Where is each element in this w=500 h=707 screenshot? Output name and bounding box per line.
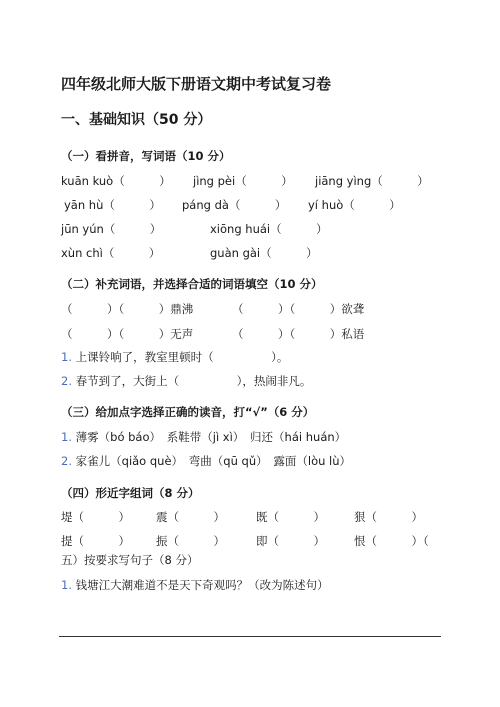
pinyin-item: kuān kuò（ ） xyxy=(61,174,171,188)
footer-divider xyxy=(59,636,441,637)
char-item: 恨（ ）（ xyxy=(354,534,429,548)
pinyin-item: jìng pèi（ ） xyxy=(193,174,293,188)
pinyin-item: páng dà（ ） xyxy=(182,198,287,212)
pinyin-item: guàn gài（ ） xyxy=(210,246,318,260)
question-text: 上课铃响了，教室里顿时（ ）。 xyxy=(75,350,289,364)
idiom-item: （ ）（ ）鼎沸 xyxy=(61,302,194,316)
pinyin-item: yān hù（ ） xyxy=(64,198,161,212)
question-item xyxy=(61,456,351,468)
idiom-item: （ ）（ ）欲聋 xyxy=(232,302,365,316)
char-item: 振（ ） xyxy=(156,534,225,548)
question-number: 2. xyxy=(61,454,72,468)
question-text: 家雀儿（qiǎo què） 弯曲（qū qǔ） 露面（lòu lù） xyxy=(75,454,352,468)
part3-heading: （三）给加点字选择正确的读音，打“√”（6 分） xyxy=(61,405,315,419)
part1-heading: （一）看拼音，写词语（10 分） xyxy=(61,149,231,163)
question-number: 1. xyxy=(61,578,72,592)
page-title: 四年级北师大版下册语文期中考试复习卷 xyxy=(61,75,332,93)
part4-heading: （四）形近字组词（8 分） xyxy=(61,486,200,500)
char-item: 既（ ） xyxy=(256,510,325,524)
char-item: 堤（ ） xyxy=(61,510,130,524)
question-item xyxy=(61,352,288,364)
part5-heading: 五）按要求写句子（8 分） xyxy=(61,553,199,567)
question-item xyxy=(61,580,329,592)
idiom-item: （ ）（ ）私语 xyxy=(232,327,365,341)
idiom-item: （ ）（ ）无声 xyxy=(61,327,194,341)
pinyin-item: xùn chì（ ） xyxy=(61,246,161,260)
question-number: 1. xyxy=(61,430,72,444)
char-item: 狠（ ） xyxy=(354,510,423,524)
pinyin-item: jūn yún（ ） xyxy=(61,222,162,236)
pinyin-item: jiāng yìng（ ） xyxy=(315,174,429,188)
pinyin-item: yí huò（ ） xyxy=(308,198,401,212)
question-item xyxy=(61,432,346,444)
section-heading-basics: 一、基础知识（50 分） xyxy=(61,112,212,128)
char-item: 提（ ） xyxy=(61,534,130,548)
question-number: 1. xyxy=(61,350,72,364)
question-text: 春节到了，大街上（ ），热闹非凡。 xyxy=(75,374,312,388)
question-text: 钱塘江大潮难道不是天下奇观吗？（改为陈述句） xyxy=(75,578,329,592)
char-item: 即（ ） xyxy=(256,534,325,548)
pinyin-item: xiōng huái（ ） xyxy=(210,222,328,236)
part2-heading: （二）补充词语，并选择合适的词语填空（10 分） xyxy=(61,277,323,291)
question-text: 薄雾（bó báo） 系鞋带（jì xì） 归还（hái huán） xyxy=(75,430,347,444)
char-item: 震（ ） xyxy=(156,510,225,524)
question-item xyxy=(61,376,311,388)
question-number: 2. xyxy=(61,374,72,388)
